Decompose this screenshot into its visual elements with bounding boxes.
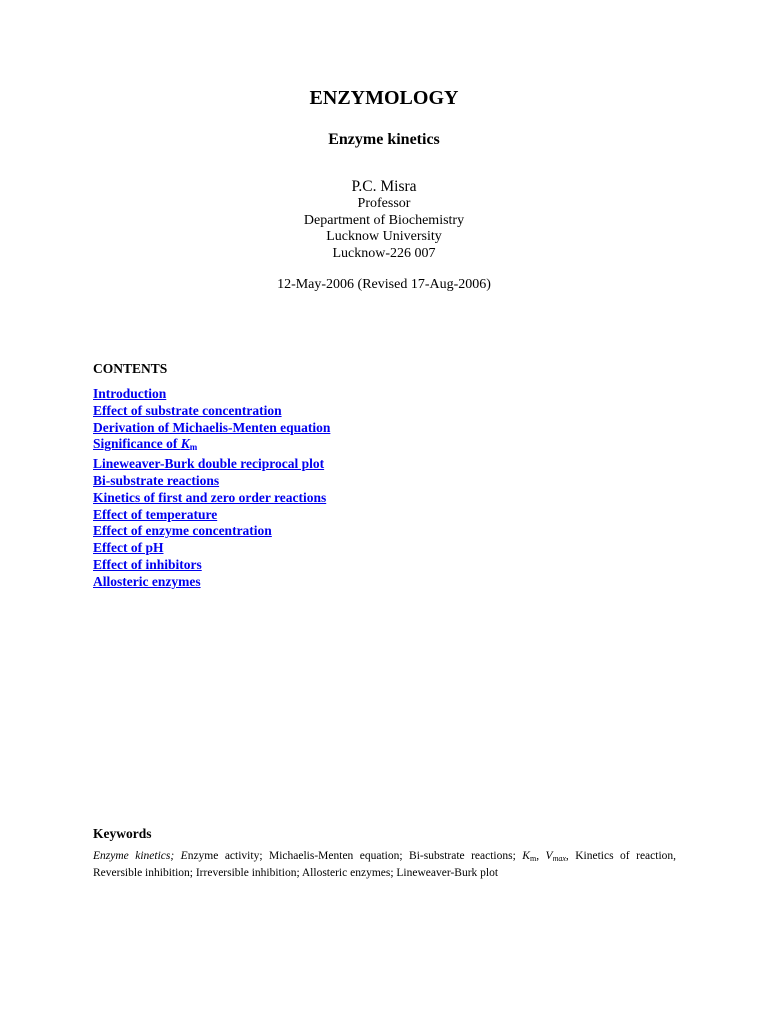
keywords-heading: Keywords — [93, 826, 152, 841]
keywords-vmax: V — [545, 850, 553, 862]
toc-link-introduction[interactable]: Introduction — [93, 386, 167, 401]
km-symbol: K — [180, 436, 190, 452]
keywords-separator: , — [536, 850, 546, 862]
toc-item-kinetics-order — [93, 490, 330, 507]
toc-item-enzyme-concentration — [93, 523, 330, 540]
toc-link-enzyme-concentration[interactable]: Effect of enzyme concentration — [93, 523, 272, 539]
toc-link-kinetics-order[interactable]: Kinetics of first and zero order reactions — [93, 489, 327, 505]
author-university: Lucknow University — [326, 229, 442, 244]
document-subtitle: Enzyme kinetics — [328, 131, 440, 148]
contents-heading: CONTENTS — [93, 361, 168, 376]
keywords-vmax-subscript-text: max — [552, 854, 566, 863]
toc-link-allosteric[interactable]: Allosteric enzymes — [93, 573, 201, 589]
toc-link-temperature[interactable]: Effect of temperature — [93, 506, 218, 522]
keywords-text — [93, 849, 676, 881]
toc-item-ph — [93, 540, 330, 557]
toc-item-significance-km — [93, 436, 330, 456]
toc-item-introduction — [93, 386, 330, 403]
document-title: ENZYMOLOGY — [309, 87, 459, 109]
toc-item-allosteric — [93, 574, 330, 591]
toc-link-ph[interactable]: Effect of pH — [93, 540, 164, 556]
toc-link-significance-km[interactable] — [93, 436, 197, 451]
keywords-part2: , Kinetics of reaction, Reversible inhibition; Irreversible inhibition; Allosteric enzymes; Lineweaver-Burk plot — [93, 850, 677, 879]
author-position: Professor — [357, 196, 411, 211]
author-name: P.C. Misra — [351, 178, 417, 195]
keywords-part1: nzyme activity; Michaelis-Menten equation; Bi-substrate reactions; — [187, 850, 523, 862]
toc-link-bi-substrate[interactable]: Bi-substrate reactions — [93, 472, 220, 488]
author-department: Department of Biochemistry — [303, 212, 465, 228]
toc-link-substrate-concentration[interactable]: Effect of substrate concentration — [93, 402, 282, 418]
toc-item-inhibitors — [93, 557, 330, 574]
keywords-vmax-subscript — [553, 854, 566, 863]
author-block — [0, 177, 768, 262]
keywords-lead: Enzyme kinetics; E — [93, 850, 188, 862]
toc-item-lineweaver-burk — [93, 456, 330, 473]
toc-link-lineweaver-burk[interactable]: Lineweaver-Burk double reciprocal plot — [93, 456, 325, 472]
toc-item-temperature — [93, 507, 330, 524]
toc-link-michaelis-menten[interactable]: Derivation of Michaelis-Menten equation — [93, 419, 331, 435]
keywords-km: K — [522, 850, 530, 862]
toc-link-inhibitors[interactable]: Effect of inhibitors — [93, 556, 202, 572]
toc-link-significance-km-text: Significance of K — [93, 436, 190, 452]
author-address: Lucknow-226 007 — [332, 245, 436, 261]
km-subscript: m — [189, 442, 198, 453]
toc-item-bi-substrate — [93, 473, 330, 490]
toc-item-substrate-concentration — [93, 403, 330, 420]
document-date: 12-May-2006 (Revised 17-Aug-2006) — [277, 277, 491, 292]
table-of-contents — [93, 386, 330, 591]
toc-item-michaelis-menten — [93, 420, 330, 437]
keywords-km-subscript: m — [529, 854, 537, 863]
